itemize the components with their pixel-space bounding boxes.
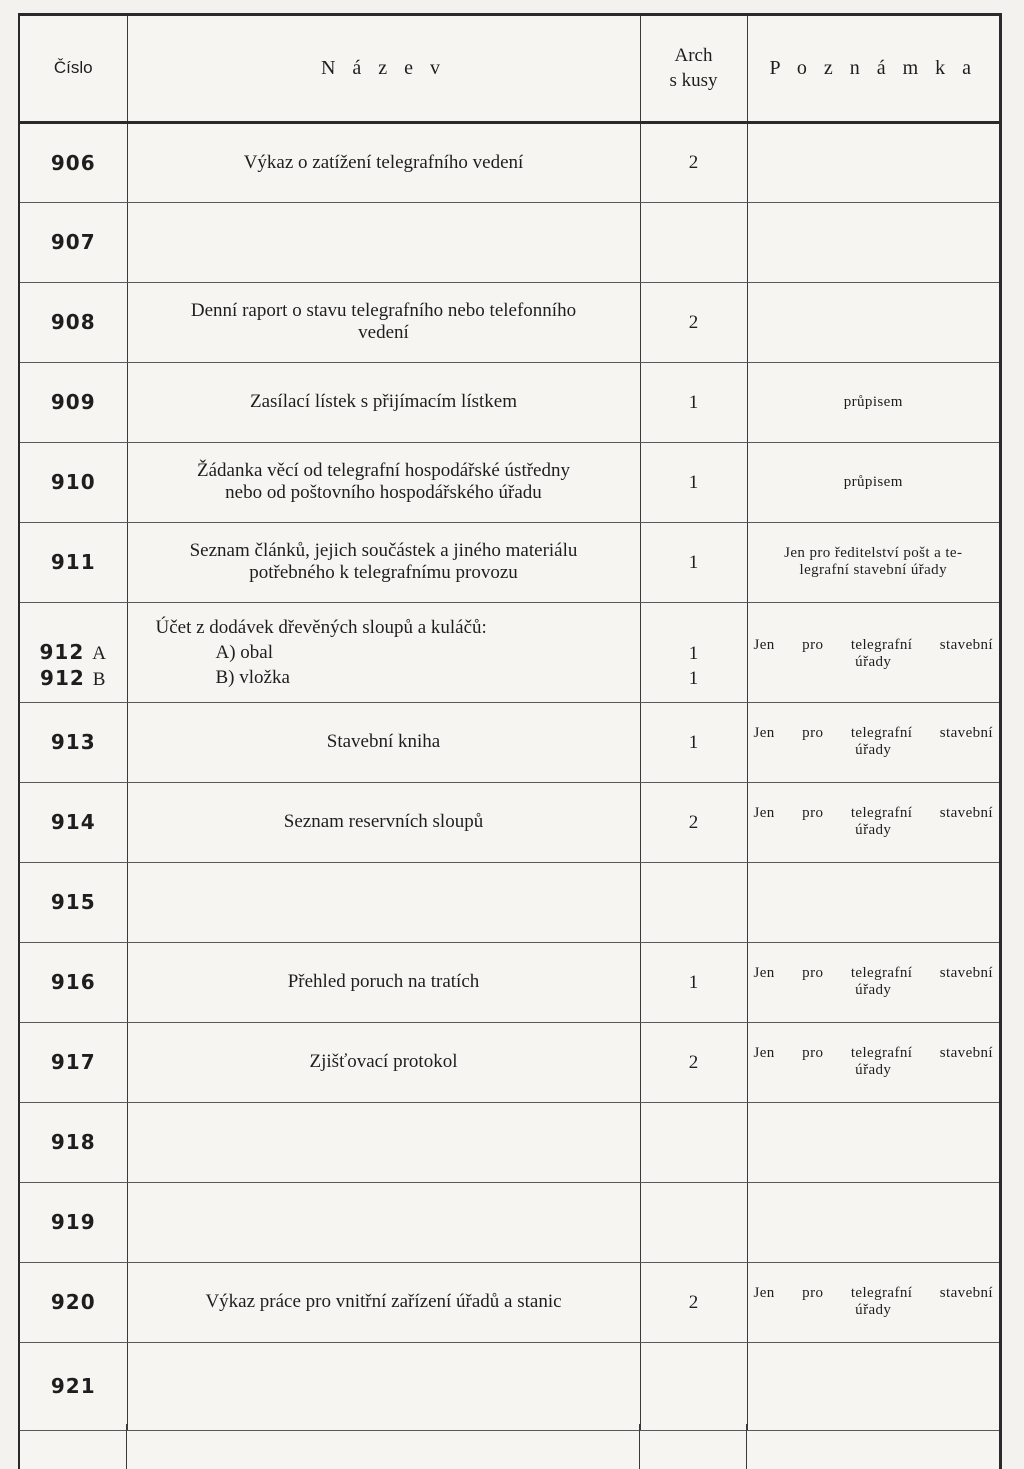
row-qty-a: 1: [688, 643, 699, 664]
table-row: [20, 1262, 999, 1342]
table-row: [20, 1342, 999, 1430]
row-number: 920: [20, 1262, 127, 1342]
header-arch-line2: s kusy: [669, 70, 718, 92]
row-number: 917: [20, 1022, 127, 1102]
table-row: [20, 702, 999, 782]
row-number: 911: [20, 522, 127, 602]
header-cislo: Číslo: [20, 16, 127, 122]
table-row: [20, 1022, 999, 1102]
row-name: [127, 282, 640, 362]
header-arch-line1: Arch: [674, 45, 713, 67]
row-qty: 1: [640, 522, 747, 602]
header-poznamka: P o z n á m k a: [747, 16, 999, 122]
row-qty: 1: [640, 702, 747, 782]
row-note-line1: Jen pro ředitelství pošt a te-: [784, 545, 963, 561]
row-qty: 1: [640, 362, 747, 442]
row-qty: [640, 862, 747, 942]
row-note-line2: úřady: [855, 822, 892, 838]
row-note-line1: Jen pro telegrafní stavební: [753, 1285, 993, 1301]
table-row: [20, 522, 999, 602]
row-note-line2: úřady: [855, 1302, 892, 1318]
header-arch: [640, 16, 747, 122]
row-note: [747, 782, 999, 862]
row-number-suffix-a: A: [92, 643, 107, 664]
row-name: [127, 1102, 640, 1182]
row-number: 919: [20, 1182, 127, 1262]
row-name: Stavební kniha: [127, 702, 640, 782]
row-note-line2: úřady: [855, 1062, 892, 1078]
row-qty: [640, 1102, 747, 1182]
row-number: 908: [20, 282, 127, 362]
row-qty-b: 1: [688, 668, 699, 689]
row-note: [747, 602, 999, 702]
table-row: [20, 362, 999, 442]
row-number-a: 912: [39, 640, 85, 664]
row-qty: 2: [640, 282, 747, 362]
row-note: [747, 122, 999, 202]
row-number: 913: [20, 702, 127, 782]
column-rule: [639, 1424, 640, 1469]
table-row: [20, 282, 999, 362]
row-name-line1: Seznam článků, jejich součástek a jiného materiálu: [189, 540, 578, 561]
row-number: 906: [20, 122, 127, 202]
row-number-suffix-b: B: [92, 669, 107, 690]
row-qty: 2: [640, 1262, 747, 1342]
row-note: průpisem: [747, 442, 999, 522]
row-qty: [640, 202, 747, 282]
row-qty: [640, 602, 747, 702]
row-number-b: 912: [40, 666, 85, 690]
row-number: 909: [20, 362, 127, 442]
row-note: [747, 282, 999, 362]
form-register-page: [18, 13, 1002, 1469]
row-note-line2: legrafní stavební úřady: [799, 562, 947, 578]
table-row: [20, 862, 999, 942]
row-number: 918: [20, 1102, 127, 1182]
row-name-line3: B) vložka: [215, 666, 290, 688]
row-note-line1: Jen pro telegrafní stavební: [753, 1045, 993, 1061]
row-qty: 2: [640, 1022, 747, 1102]
row-qty: 1: [640, 942, 747, 1022]
row-note: průpisem: [747, 362, 999, 442]
row-name-line1: Žádanka věcí od telegrafní hospodářské ústředny: [196, 460, 570, 481]
table-row: [20, 1102, 999, 1182]
row-qty: 2: [640, 782, 747, 862]
row-note: [747, 1182, 999, 1262]
row-qty: 2: [640, 122, 747, 202]
row-name-line2: nebo od poštovního hospodářského úřadu: [225, 482, 542, 503]
row-name-line2: vedení: [358, 322, 409, 343]
row-note-line1: Jen pro telegrafní stavební: [753, 965, 993, 981]
row-note-line1: Jen pro telegrafní stavební: [753, 805, 993, 821]
row-name-line1: Účet z dodávek dřevěných sloupů a kuláčů:: [155, 616, 487, 638]
row-name-line1: Denní raport o stavu telegrafního nebo telefonního: [190, 300, 577, 321]
table-row: [20, 602, 999, 702]
row-number: 914: [20, 782, 127, 862]
row-name: [127, 862, 640, 942]
row-name: Výkaz o zatížení telegrafního vedení: [127, 122, 640, 202]
table-row: [20, 202, 999, 282]
row-name: Zjišťovací protokol: [127, 1022, 640, 1102]
row-name: [127, 602, 640, 702]
row-name: [127, 442, 640, 522]
row-note-line1: Jen pro telegrafní stavební: [753, 725, 993, 741]
row-note-line2: úřady: [855, 742, 892, 758]
table-body: [20, 122, 999, 1430]
row-note: [747, 202, 999, 282]
row-name: [127, 1182, 640, 1262]
table-row: [20, 942, 999, 1022]
row-name: Výkaz práce pro vnitřní zařízení úřadů a stanic: [127, 1262, 640, 1342]
row-name: Zasílací lístek s přijímacím lístkem: [127, 362, 640, 442]
header-nazev: N á z e v: [127, 16, 640, 122]
row-note-line2: úřady: [855, 982, 892, 998]
row-qty: 1: [640, 442, 747, 522]
table-header: [20, 16, 999, 122]
row-name: Přehled poruch na tratích: [127, 942, 640, 1022]
table-row: [20, 1182, 999, 1262]
row-note-line1: Jen pro telegrafní stavební: [753, 636, 993, 653]
row-name: Seznam reservních sloupů: [127, 782, 640, 862]
row-note: [747, 1022, 999, 1102]
table-row: [20, 782, 999, 862]
row-name: [127, 202, 640, 282]
row-number: 921: [20, 1342, 127, 1430]
row-name-line2: A) obal: [215, 641, 274, 663]
row-note: [747, 702, 999, 782]
row-number: 915: [20, 862, 127, 942]
row-number: 916: [20, 942, 127, 1022]
row-number: 907: [20, 202, 127, 282]
row-note: [747, 942, 999, 1022]
row-number: 910: [20, 442, 127, 522]
row-note: [747, 1342, 999, 1430]
row-note-line2: úřady: [855, 653, 892, 670]
row-note: [747, 862, 999, 942]
row-name: [127, 522, 640, 602]
table-row: [20, 442, 999, 522]
row-note: [747, 522, 999, 602]
row-number: [20, 602, 127, 702]
row-name: [127, 1342, 640, 1430]
column-rule: [746, 1424, 747, 1469]
row-note: [747, 1102, 999, 1182]
row-name-line2: potřebného k telegrafnímu provozu: [249, 562, 518, 583]
row-qty: [640, 1182, 747, 1262]
row-qty: [640, 1342, 747, 1430]
table-row: [20, 122, 999, 202]
row-note: [747, 1262, 999, 1342]
form-register-table: [20, 16, 999, 1431]
column-rule: [126, 1424, 127, 1469]
